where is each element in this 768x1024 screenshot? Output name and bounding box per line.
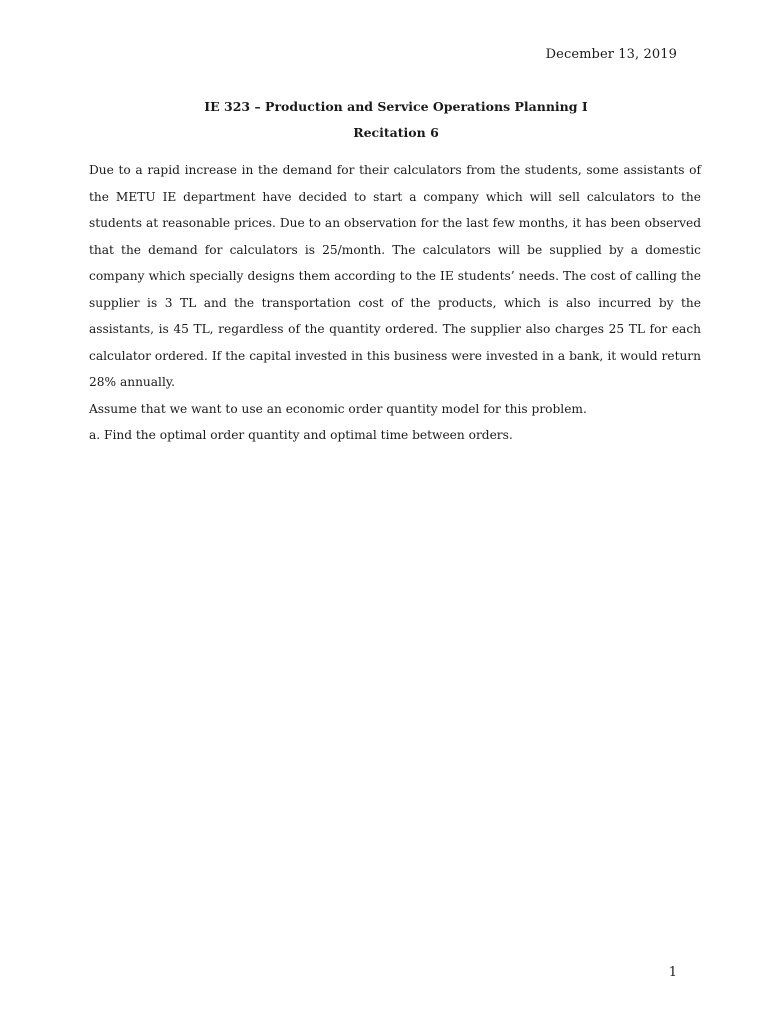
title-block: [0, 94, 768, 146]
question-a: a. Find the optimal order quantity and optimal time between orders.: [89, 428, 513, 442]
document-date: December 13, 2019: [545, 47, 677, 62]
recitation-subtitle: Recitation 6: [353, 125, 439, 140]
problem-paragraph: Due to a rapid increase in the demand for their calculators from the students, some assistants of the METU IE department have decided to start a company which will sell calculators to the students at reasonable prices. Due to an observation for the last few months, it has been observed that the demand for calculators is 25/month. The calculators will be supplied by a domestic company which specially designs them according to the IE students’ needs. The cost of calling the supplier is 3 TL and the transportation cost of the products, which is also incurred by the assistants, is 45 TL, regardless of the quantity ordered. The supplier also charges 25 TL for each calculator ordered. If the capital invested in this business were invested in a bank, it would return 28% annually.: [89, 163, 701, 389]
problem-body: [89, 157, 701, 449]
page-number: 1: [668, 965, 677, 980]
course-title: IE 323 – Production and Service Operations Planning I: [204, 99, 588, 114]
assumption-line: Assume that we want to use an economic order quantity model for this problem.: [89, 401, 587, 416]
